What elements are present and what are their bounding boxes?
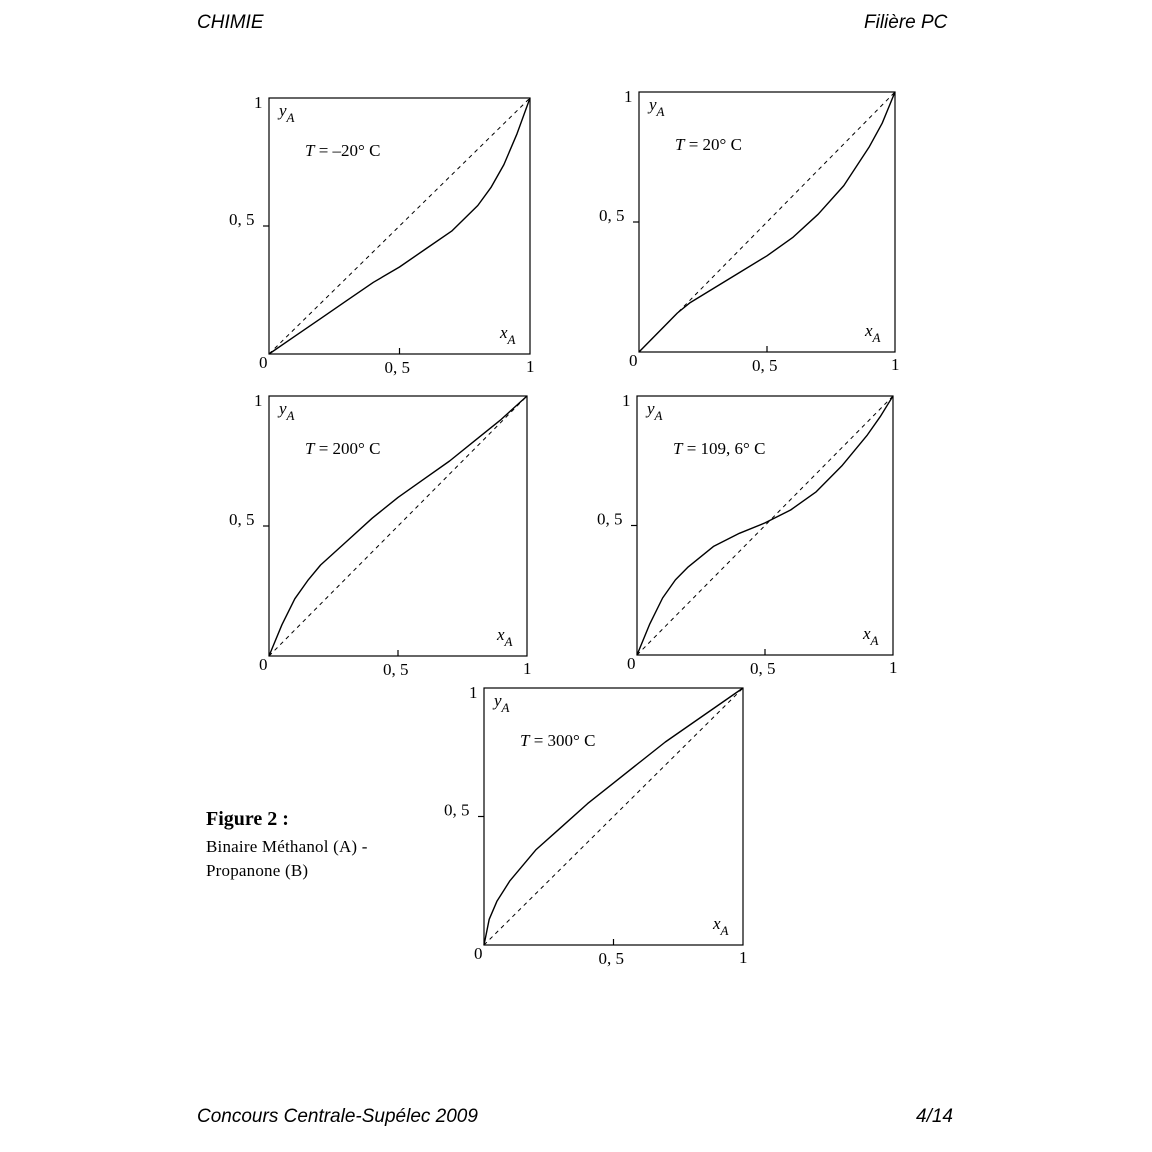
chart-3-x-mid-label: 0, 5	[383, 660, 409, 679]
chart-3-x-max-label: 1	[523, 659, 532, 678]
chart-1-y-max-label: 1	[254, 93, 263, 112]
chart-1-diagonal-line	[269, 98, 530, 354]
chart-1-x-max-label: 1	[526, 357, 535, 376]
chart-4-frame	[637, 396, 893, 655]
chart-4-y-mid-label: 0, 5	[597, 509, 623, 529]
chart-5-y-max-label: 1	[469, 683, 478, 702]
chart-5-x-axis-label: $x_A$	[713, 914, 729, 938]
chart-3-y-mid-label: 0, 5	[229, 510, 255, 529]
caption-line-1: Binaire Méthanol (A) -	[206, 837, 368, 856]
header-subject: CHIMIE	[197, 12, 264, 33]
chart-4-diagonal-line	[637, 396, 893, 655]
chart-2-y-axis-label: $y_A$	[649, 95, 665, 119]
chart-2-origin-label: 0	[629, 351, 638, 370]
caption-line-2: Propanone (B)	[206, 861, 309, 880]
chart-3-y-axis-label: $y_A$	[279, 399, 295, 423]
chart-5-diagonal-line	[484, 688, 743, 945]
chart-3-origin-label: 0	[259, 655, 268, 674]
chart-3-diagonal-line	[269, 396, 527, 656]
chart-1-equilibrium-curve	[269, 98, 530, 354]
chart-2-x-axis-label: $x_A$	[865, 321, 881, 345]
chart-1-y-axis-label: $y_A$	[279, 101, 295, 125]
chart-4-x-max-label: 1	[889, 658, 898, 677]
footer-page-number: 4/14	[916, 1106, 953, 1127]
chart-2-y-mid-label: 0, 5	[599, 206, 625, 225]
chart-3-frame	[269, 396, 527, 656]
chart-4-title: T = 109, 6° C	[673, 439, 766, 458]
figure-caption	[206, 808, 368, 883]
chart-5-origin-label: 0	[474, 944, 483, 963]
chart-2-x-max-label: 1	[891, 355, 900, 374]
chart-3-title: T = 200° C	[305, 439, 381, 458]
chart-4-x-mid-label: 0, 5	[750, 659, 776, 678]
chart-3-x-axis-label: $x_A$	[497, 625, 513, 649]
footer-exam: Concours Centrale-Supélec 2009	[197, 1106, 478, 1127]
chart-2-x-mid-label: 0, 5	[752, 356, 778, 375]
chart-5-y-axis-label: $y_A$	[494, 691, 510, 715]
chart-5-equilibrium-curve	[484, 688, 743, 945]
chart-4-equilibrium-curve	[637, 396, 893, 655]
header-track: Filière PC	[864, 12, 948, 33]
chart-4-x-axis-label: $x_A$	[863, 624, 879, 648]
chart-2-equilibrium-curve	[639, 92, 895, 352]
caption-title: Figure 2 :	[206, 808, 289, 830]
chart-1-frame	[269, 98, 530, 354]
chart-1-origin-label: 0	[259, 353, 268, 372]
chart-5-y-mid-label: 0, 5	[444, 800, 470, 820]
chart-4-y-max-label: 1	[622, 391, 631, 410]
chart-5-frame	[484, 688, 743, 945]
chart-2-title: T = 20° C	[675, 135, 742, 154]
chart-4-origin-label: 0	[627, 654, 636, 673]
chart-4-y-axis-label: $y_A$	[647, 399, 663, 423]
chart-3-y-max-label: 1	[254, 391, 263, 410]
chart-5-x-mid-label: 0, 5	[598, 949, 624, 968]
chart-5-x-max-label: 1	[739, 948, 748, 967]
chart-5-title: T = 300° C	[520, 731, 596, 750]
chart-1-title: T = –20° C	[305, 141, 381, 160]
chart-3-equilibrium-curve	[269, 396, 527, 656]
chart-1-y-mid-label: 0, 5	[229, 210, 255, 229]
chart-1-x-mid-label: 0, 5	[384, 358, 410, 377]
chart-1-x-axis-label: $x_A$	[500, 323, 516, 347]
chart-2-y-max-label: 1	[624, 87, 633, 106]
